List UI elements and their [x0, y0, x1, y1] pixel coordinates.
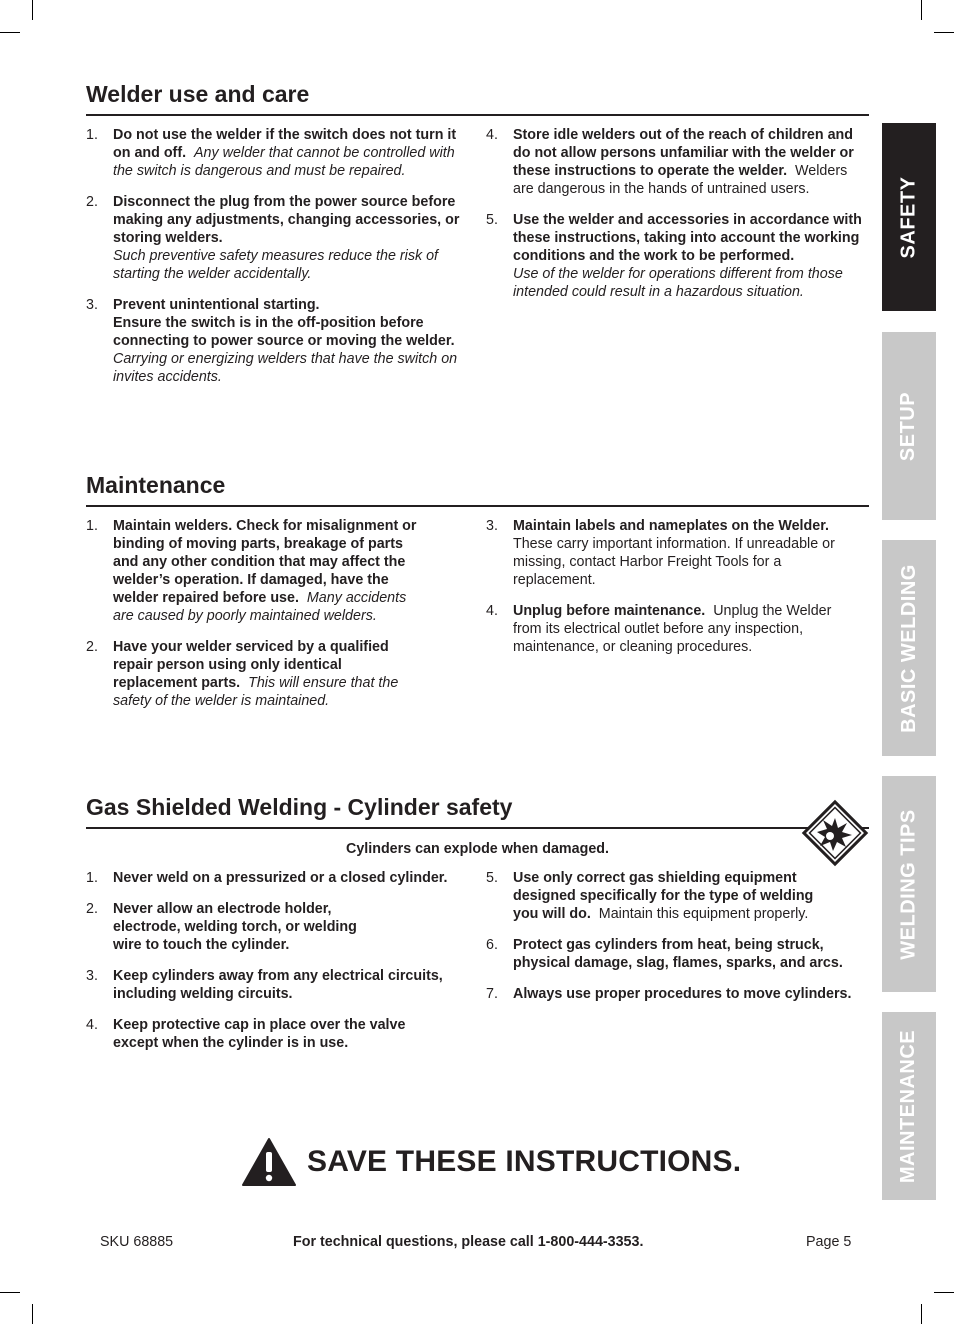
- gas-cylinder-section: [86, 793, 869, 1051]
- section-title: Welder use and care: [86, 80, 869, 116]
- crop-mark: [32, 0, 33, 20]
- crop-mark: [0, 32, 20, 33]
- tab-safety[interactable]: SAFETY: [882, 123, 936, 311]
- tech-support-line: For technical questions, please call 1-800-444-3353.: [293, 1234, 644, 1250]
- list-item: 7. Always use proper procedures to move cylinders.: [486, 986, 852, 1002]
- maintenance-section: [86, 471, 869, 709]
- save-instructions-banner: [241, 1136, 741, 1188]
- list-item: 1. Do not use the welder if the switch does not turn it on and off. Any welder that cannot be controlled with the switch is dangerous and must be repaired.: [86, 127, 457, 179]
- tab-maintenance[interactable]: MAINTENANCE: [882, 1012, 936, 1200]
- tab-basic-welding[interactable]: BASIC WELDING: [882, 540, 936, 756]
- list-item: 3. Prevent unintentional starting. Ensure the switch is in the off-position before connecting to power source or moving the welder. Carrying or energizing welders that have the switch on invites accidents.: [86, 297, 458, 385]
- list-item: 2. Disconnect the plug from the power source before making any adjustments, changing accessories, or storing welders. Such preventive safety measures reduce the risk of starting the welder accidentally.: [86, 194, 460, 282]
- list-item: 3. Maintain labels and nameplates on the Welder. These carry important information. If unreadable or missing, contact Harbor Freight Tools for a replacement.: [486, 518, 835, 588]
- tab-welding-tips[interactable]: WELDING TIPS: [882, 776, 936, 992]
- list-item: 1. Never weld on a pressurized or a closed cylinder.: [86, 870, 448, 886]
- section-title: Gas Shielded Welding - Cylinder safety: [86, 793, 869, 829]
- list-item: 1. Maintain welders. Check for misalignment or binding of moving parts, breakage of parts and any other condition that may affect the welder’s operation. If damaged, have the welder repaired before use. Many accidents are caused by poorly maintained welders.: [86, 518, 417, 624]
- crop-mark: [0, 1292, 20, 1293]
- list-item: 4. Unplug before maintenance. Unplug the Welder from its electrical outlet before any inspection, maintenance, or cleaning procedures.: [486, 603, 832, 655]
- welder-use-section: [86, 80, 869, 385]
- list-item: 5. Use only correct gas shielding equipment designed specifically for the type of welding you will do. Maintain this equipment properly.: [486, 870, 814, 922]
- save-instructions-text: SAVE THESE INSTRUCTIONS.: [307, 1145, 742, 1178]
- crop-mark: [32, 1304, 33, 1324]
- list-item: 4. Store idle welders out of the reach of children and do not allow persons unfamiliar with the welder or these instructions to operate the welder. Welders are dangerous in the hands of untrained users.: [486, 127, 854, 197]
- crop-mark: [934, 32, 954, 33]
- list-item: 5. Use the welder and accessories in accordance with these instructions, taking into account the working conditions and the work to be performed. Use of the welder for operations different from those intended could result in a hazardous situation.: [486, 212, 862, 300]
- list-item: 2. Never allow an electrode holder, electrode, welding torch, or welding wire to touch the cylinder.: [86, 901, 357, 953]
- section-subtitle: Cylinders can explode when damaged.: [346, 841, 609, 857]
- tab-setup[interactable]: SETUP: [882, 332, 936, 520]
- warning-triangle-icon: [241, 1137, 297, 1187]
- explosion-hazard-icon: [800, 798, 870, 868]
- crop-mark: [921, 0, 922, 20]
- section-title: Maintenance: [86, 471, 869, 507]
- crop-mark: [934, 1292, 954, 1293]
- sku-label: SKU 68885: [100, 1234, 174, 1250]
- list-item: 3. Keep cylinders away from any electrical circuits, including welding circuits.: [86, 968, 443, 1002]
- list-item: 2. Have your welder serviced by a qualified repair person using only identical replacement parts. This will ensure that the safety of the welder is maintained.: [86, 639, 399, 709]
- list-item: 4. Keep protective cap in place over the valve except when the cylinder is in use.: [86, 1017, 406, 1051]
- crop-mark: [921, 1304, 922, 1324]
- list-item: 6. Protect gas cylinders from heat, being struck, physical damage, slag, flames, sparks, and arcs.: [486, 937, 843, 971]
- page-number: Page 5: [806, 1234, 852, 1250]
